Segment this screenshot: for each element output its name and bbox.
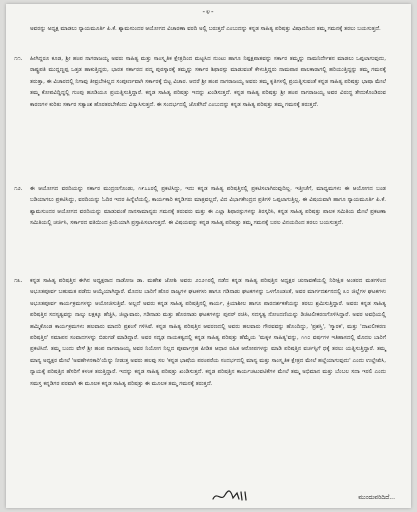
paragraph-number: ೧೩. — [14, 278, 23, 284]
paragraph-text: ಈ ಆಯೋಗದ ವರದಿಯನ್ನು ಸರ್ಕಾರ ಮುದ್ರಣಗೊಂಡು, ೧೯೭೭ರಲ್ಲಿ ಪ್ರಕಟಿಸಿದ್ದು, ಇದು ಕನ್ನಡ ಸಾಹಿತ್ಯ ಪರಿಷತ್ತಿನಲ್ಲಿ ಪ್ರಕಟಿಸಲಾಗಿರುವುದಿಲ್ಲ. ಇತ್ತೀಚೆಗೆ, ಮಾಧ್ಯಮಗಳು ಈ ಆಯೋಗದ ಬಂಡ ಬಡಿಯಾಗಲು ಪ್ರಕಟಿಸಿದ್ದು, ವರದಿಯನ್ನು ಓದಿರ ಇದರ ಹಿನ್ನೆಲೆಯಲ್ಲಿ, ಕಾರ್ಯಕಾರಿ ಕನ್ನಡಿಗರು ಮಾತ್ರವಲ್ಲದೆ, ವಿದ ವಿಭಾಗಕೇಂದ್ರದ ಪ್ರತಿಗಳಿ ಒಪ್ಪಲಾಗುತ್ತಿಲ್ಲ. ಈ ವಿಷಯವಾಗಿ ಹಾಗೂ ನ್ಯಾಯಮೂರ್ತಿ ಪಿ.ಕೆ. ಶ್ಯಾಮಸುಂದರ ಆಯೋಗದ ವರದಿಯನ್ನು ಮಾಡುವಂತೆ ನಾನಸಾಮಾನ್ಯರು ಗಮನಕ್ಕೆ ತರುವರು ಮತ್ತು ಈ ಎಲ್ಲಾ ಶಿಫಾರಸ್ಸುಗಳನ್ನು ತಿರಸ್ಕರಿಸಿ, ಕನ್ನಡ ಸಾಹಿತ್ಯ ಪರಿಷತ್ತು ಪಾಲಕ ಸಮಿತಿಯ ಮೇಲೆ ಪ್ರಕಟಣಾ ಸಮಿತಿಯಲ್ಲಿ ಚರ್ಚಿಸಿ, ಸರ್ಕಾರದ ವತಿಯಿಂದ ಕ್ರಿಯೆಯಾಗಿ ಪ್ರಸ್ತಾಪಿಸಲಾಗುತ್ತದೆ. ಈ ವಿಷಯವನ್ನು ಕನ್ನಡ ಸಾಹಿತ್ಯ ಪರಿಷತ್ತು ತಮ್ಮ ಗಮನಕ್ಕೆ ಬರಲ ವಿನಯದಿಂದ ತರಲು ಬಯಸುತ್ತದೆ. — [30, 186, 386, 227]
paragraph-intro — [30, 24, 386, 35]
paragraph-12 — [14, 184, 386, 230]
continued-label: ಮುಂದುವರಿದಿದೆ... — [358, 494, 395, 501]
paragraph-number: ೧೨. — [14, 186, 23, 192]
document-page — [6, 4, 411, 508]
page-number: -೪- — [202, 8, 215, 16]
paragraph-text: ಕನ್ನಡ ಸಾಹಿತ್ಯ ಪರಿಷತ್ತಿನ ಈಗಿನ ಅಧ್ಯಕ್ಷರಾದ ನಾಡೋಜ ಡಾ. ಮಹೇಶ ಜೋಶಿ ಅವರು ೨೦೨೧ರಲ್ಲಿ ನಡೆದ ಕನ್ನಡ ಸಾಹಿತ್ಯ ಪರಿಷತ್ತಿನ ಅಧ್ಯಕ್ಷರ ಚುನಾವಣೆಯಲ್ಲಿ ನಿರೀಕ್ಷಿತ ಅಂತರದ ಮತಗಳಿಂದ ಅಭೂತಪೂರ್ವ ಬಹುಮತ ಪಡೆದು ಆಯ್ಕೆಯಾಗಿದ್ದಾರೆ. ಮೊದಲ ಬಾರಿಗೆ ಹೊರ ರಾಜ್ಯಗಳ ಘಟಕಗಳು ಹಾಗೂ ಗಡಿನಾಡು ಘಟಕಗಳನ್ನು ಒಳಗೊಂಡಂತೆ, ಅವರ ಮಾರ್ಗದರ್ಶನದಲ್ಲಿ ೩೦ ಜಿಲ್ಲೆಗಳ ಘಟಕಗಳು ಅಭೂತಪೂರ್ವ ಕಾರ್ಯಕ್ರಮಗಳನ್ನು ಆಯೋಜಿಸುತ್ತಿವೆ. ಅಲ್ಲದೆ ಅವರು ಕನ್ನಡ ಸಾಹಿತ್ಯ ಪರಿಷತ್ತಿನಲ್ಲಿ ಕಾರ್ಯ, ಕ್ರಿಯಾಶೀಲ ಹಾಗೂ ಪಾರದರ್ಶಕತೆಯನ್ನು ತರಲು ಶ್ರಮಿಸುತ್ತಿದ್ದಾರೆ. ಅವರು ಕನ್ನಡ ಸಾಹಿತ್ಯ ಪರಿಷತ್ತಿನ ಸದಸ್ಯತ್ವವನ್ನು ನಾಲ್ಕು ಲಕ್ಷಕ್ಕೂ ಹೆಚ್ಚಿಸಿ, ಜಿಲ್ಲಾವಾರು, ಗಡಿನಾಡು ಮತ್ತು ಹೊರನಾಡು ಘಟಕಗಳನ್ನು ಪುನರ್ ರಚಿಸಿ, ಸದಸ್ಯತ್ವ ನೋಂದಣಿಯನ್ನು ಡಿಜಿಟಲೀಕರಣಗೊಳಿಸಿದ್ದಾರೆ. ಅವರ ಅವಧಿಯಲ್ಲಿ ಹಮ್ಮಿಕೊಂಡ ಕಾರ್ಯಕ್ರಮಗಳು ಹಲವಾರು ಮಾದರಿ ಪ್ರಶಂಸೆ ಗಳಿಸಿವೆ. ಕನ್ನಡ ಸಾಹಿತ್ಯ ಪರಿಷತ್ತಿನ ಆವರಣದಲ್ಲಿ ಅವರು ಹಲವಾರು ಗೌರವವನ್ನು ಹೊಂದಿದ್ದು, 'ಪ್ರಶಸ್ತಿ', 'ಸ್ಮಾರಕ', ಮತ್ತು 'ದಾಖಲೀಕರಣ ಪರಿಷತ್ತಿನ' ಸಮಾಪನ ಸಂವಾದಗಳನ್ನು ಬಿಡುಗಡೆ ಮಾಡಿದ್ದಾರೆ. ಅವರ ಸದೃಢ ನಾಯಕತ್ವದಲ್ಲಿ ಕನ್ನಡ ಸಾಹಿತ್ಯ ಪರಿಷತ್ತು ಹೆಮ್ಮೆಯ 'ಮಕ್ಕಳ ಸಾಹಿತ್ಯ'ವನ್ನು, ೧೧೦ ವರ್ಷಗಳ ಇತಿಹಾಸದಲ್ಲಿ ಮೊದಲ ಬಾರಿಗೆ ಪ್ರಕಟಿಸಿದೆ. ತಮ್ಮ ಬಂದು ವೇಳೆ ಶ್ರೀ ಹಂಪ ನಾಗರಾಜಯ್ಯ ಅವರ ನಿಯೋಗ ನಿಲ್ಲದ ಪೂರ್ವಾಗ್ರಹ ಪೀಡಿತ ಆಧಾರ ರಹಿತ ಆರೋಪಗಳನ್ನು ಮಾಡಿ ಪರಿಷತ್ತಿನ ವರ್ಚಸ್ಸಿಗೆ ಧಕ್ಕೆ ತರಲು ಯತ್ನಿಸುತ್ತಿದ್ದಾರೆ. ತಮ್ಮ ಮಾನ್ಯ ಅಧ್ಯಕ್ಷರ ಮೇಲೆ 'ಅವಹೇಳನಕಾರಿ'ಯೆನ್ನು ನೀಡುತ್ತ ಅವರು ಹಲವು ಸಲ 'ಕನ್ನಡ ಭಾಷೆಯ ಪರಂಪರೆಯ ಸಂದರ್ಭದಲ್ಲಿ ಮಾನ್ಯ ಮತ್ತು ಸಾಂಸ್ಕೃತಿಕ ಕ್ಷೇತ್ರದ ಮೇಲೆ ಹಲ್ಲೆಯಾಗುವುದು' ಎಂದು ಉಲ್ಲೇಖಿಸಿ, ನ್ಯಾಯಕ್ಕೆ ಪರಿಷತ್ತಿನ ಹೆಸರಿಗೆ ಕಳಂಕ ತರುತ್ತಿದ್ದಾರೆ. ಇದನ್ನು ಕನ್ನಡ ಸಾಹಿತ್ಯ ಪರಿಷತ್ತು ಖಂಡಿಸುತ್ತದೆ. ಕನ್ನಡ ಪರಿಷತ್ತಿನ ಕಾರ್ಯಚಟುವಟಿಕೆಗಳ ಮೇಲೆ ತಮ್ಮ ಅಭಿಮಾನ ಮತ್ತು ಬೆಂಬಲ ಸದಾ ಇರಲಿ ಎಂದು ಸಮಸ್ತ ಕನ್ನಡಿಗರ ಪರವಾಗಿ ಈ ಮೂಲಕ ಕನ್ನಡ ಸಾಹಿತ್ಯ ಪರಿಷತ್ತು ಈ ಮೂಲಕ ತಮ್ಮ ಗಮನಕ್ಕೆ ತರುತ್ತದೆ. — [30, 278, 386, 387]
paragraph-number: ೧೧. — [14, 56, 23, 62]
paragraph-text: ಅವರನ್ನು ಅಧ್ಯಕ್ಷ ಮಾಡಲು ನ್ಯಾಯಮೂರ್ತಿ ಪಿ.ಕೆ. ಶ್ಯಾಮಸುಂದರ ಆಯೋಗದ ವಿಚಾರಣಾ ವರದಿ ಅಲ್ಲಿ ಬರುತ್ತದೆ ಎಂಬುದನ್ನು ಕನ್ನಡ ಸಾಹಿತ್ಯ ಪರಿಷತ್ತು ವಿಷಾದದಿಂದ ತಮ್ಮ ಗಮನಕ್ಕೆ ತರಲು ಬಯಸುತ್ತದೆ. — [30, 26, 381, 32]
paragraph-13 — [14, 276, 386, 390]
paragraph-11 — [14, 54, 386, 111]
paragraph-text: ಹೀಗಿದ್ದರೂ ಕೂಡ, ಶ್ರೀ ಹಂಪ ನಾಗರಾಜಯ್ಯ ಅವರು ಸಾಹಿತ್ಯ ಮತ್ತು ಸಾಂಸ್ಕೃತಿಕ ಕ್ಷೇತ್ರದಿಂದ ಮಟ್ಟಸಿದ ನುಂಟು ಹಾಗೂ ನಿಷ್ಪಕ್ಷಪಾತವನ್ನು ಸರ್ಕಾರ ತಮ್ಮನ್ನು ನಾಮನಿರ್ದೇಶನ ಮಾಡಲು ಒಪ್ಪಲಾಗುವುದು, ರಾಷ್ಟ್ರಪತಿ ಮುದ್ದಣ್ಣಪ್ಪ ಒತ್ತಡ ಹಾಕುತ್ತಿದ್ದರು, ಭಾರತ ಸರ್ಕಾರದ ಪದ್ಮ ಪುರಸ್ಕಾರಕ್ಕೆ ತಮ್ಮನ್ನು ಸರ್ಕಾರ ಶಿಫಾರಸ್ಸು ಮಾಡುವಂತೆ ಕೇಳುತ್ತಿದ್ದರು ನಾಮಪಾಠ ಪಾಲಕಾರಾಗಲ್ಲಿ ಹರಿಯುತ್ತಿದ್ದನ್ನು ತಮ್ಮ ಗಮನಕ್ಕೆ ತರುತ್ತಾ, ಈ ವಿಚಾರದಲ್ಲಿ ನಿಗಾವು ತೀವ್ರಬೇಕಿಲ್ಲದ ಸಂಪೂರ್ಣವಾಗಿ ಸರ್ಕಾರಕ್ಕೆ ಬಿಟ್ಟ ವಿಚಾರ. ಆದರೆ ಶ್ರೀ ಹಂಪ ನಾಗರಾಜಯ್ಯ ಅವರು ತಮ್ಮ ಕೃತಿಗಳಲ್ಲಿ ಪ್ರಯತ್ನಿಸುವಂತೆ ಕನ್ನಡ ಸಾಹಿತ್ಯ ಪರಿಷತ್ತು ಭಾಷಾ ಮೇಲೆ ತಮ್ಮ ಕೋಪವಿದ್ದಿದ್ದಲ್ಲಿ ಗುಂಪು ಹೂಡಿಯೂ ಪ್ರಯತ್ನಿಸುತ್ತಿದ್ದಾರೆ. ಕನ್ನಡ ಸಾಹಿತ್ಯ ಪರಿಷತ್ತು ಇದನ್ನು ಖಂಡಿಸುತ್ತದೆ. ಕನ್ನಡ ಸಾಹಿತ್ಯ ಪರಿಷತ್ತು ಶ್ರೀ ಹಂಪ ನಾಗರಾಜಯ್ಯ ಅವರ ವಿರುದ್ಧ ತೇದುಕೊಂಡಿರುವ ಕಾರಣಗಳ ಕುರಿತು ಸರ್ಕಾರ ಸತ್ಯಾಂಶ ಹೊರತರಬೇಕೆಂದು ವಿನ್ಯಾಸಿಸುತ್ತದೆ. ಈ ಸಂದರ್ಭದಲ್ಲಿ ಜೊತೆಗಿದೆ ಎಂಬುದನ್ನು ಕನ್ನಡ ಸಾಹಿತ್ಯ ಪರಿಷತ್ತು ತಮ್ಮ ಗಮನಕ್ಕೆ ತರುತ್ತದೆ. — [30, 56, 386, 108]
signature-mark — [211, 489, 251, 503]
